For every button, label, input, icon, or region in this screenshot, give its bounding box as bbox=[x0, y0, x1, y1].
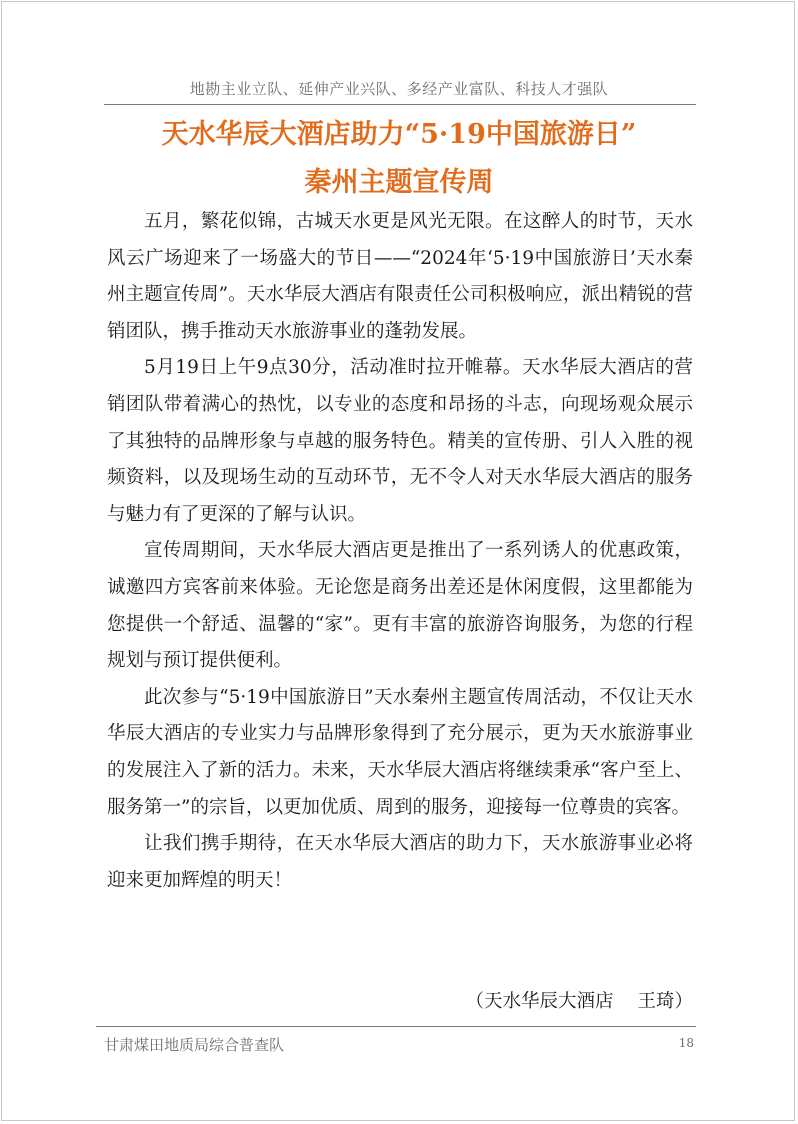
paragraph-5: 让我们携手期待，在天水华辰大酒店的助力下，天水旅游事业必将迎来更加辉煌的明天！ bbox=[107, 833, 693, 891]
signature-author: 王琦） bbox=[637, 991, 693, 1012]
header-motto: 地勘主业立队、延伸产业兴队、多经产业富队、科技人才强队 bbox=[189, 80, 609, 98]
article-title-line-2: 秦州主题宣传周 bbox=[304, 167, 494, 198]
paragraph-2: 5月19日上午9点30分，活动准时拉开帷幕。天水华辰大酒店的营销团队带着满心的热忱，以专业的态度和昂扬的斗志，向现场观众展示了其独特的品牌形象与卓越的服务特色。精美的宣传册、引人入胜的视频资料，以及现场生动的互动环节，无不令人对天水华辰大酒店的服务与魅力有了更深的了解与认识。 bbox=[107, 357, 693, 525]
signature bbox=[107, 987, 693, 1013]
article-body bbox=[107, 204, 693, 899]
signature-org: （天水华辰大酒店 bbox=[465, 991, 614, 1012]
paragraph-4: 此次参与“5·19中国旅游日”天水秦州主题宣传周活动，不仅让天水华辰大酒店的专业实力与品牌形象得到了充分展示，更为天水旅游事业的发展注入了新的活力。未来，天水华辰大酒店将继续秉承“客户至上、服务第一”的宗旨，以更加优质、周到的服务，迎接每一位尊贵的宾客。 bbox=[107, 686, 693, 818]
paragraph-1: 五月，繁花似锦，古城天水更是风光无限。在这醉人的时节，天水风云广场迎来了一场盛大的节日——“2024年‘5·19中国旅游日’天水秦州主题宣传周”。天水华辰大酒店有限责任公司积极响应，派出精锐的营销团队，携手推动天水旅游事业的蓬勃发展。 bbox=[107, 211, 693, 342]
footer-organization: 甘肃煤田地质局综合普查队 bbox=[104, 1036, 285, 1054]
page-number: 18 bbox=[678, 1036, 694, 1050]
paragraph-3: 宣传周期间，天水华辰大酒店更是推出了一系列诱人的优惠政策，诚邀四方宾客前来体验。无论您是商务出差还是休闲度假，这里都能为您提供一个舒适、温馨的“家”。更有丰富的旅游咨询服务，为您的行程规划与预订提供便利。 bbox=[107, 540, 693, 672]
header-divider bbox=[104, 104, 696, 105]
footer-divider bbox=[96, 1026, 696, 1027]
article-title-line-1: 天水华辰大酒店助力“5·19中国旅游日” bbox=[161, 119, 637, 150]
